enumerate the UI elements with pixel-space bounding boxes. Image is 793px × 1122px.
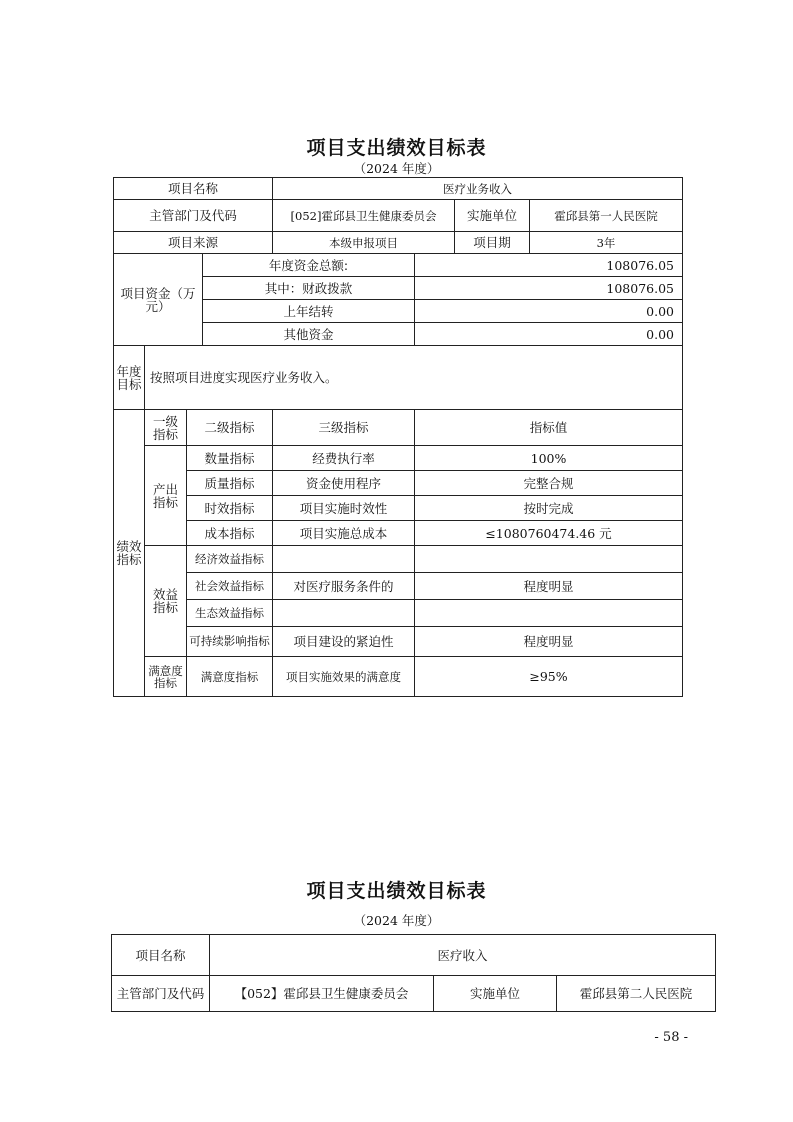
impl-unit-label: 实施单位	[434, 976, 557, 1012]
indicator-row	[114, 573, 683, 600]
dept-label: 主管部门及代码	[112, 976, 210, 1012]
indicator-level2: 社会效益指标	[187, 573, 273, 600]
indicator-row	[114, 627, 683, 657]
indicator-value: ≤1080760474.46 元	[415, 521, 683, 546]
row-department	[112, 976, 716, 1012]
indicator-level2: 生态效益指标	[187, 600, 273, 627]
indicator-value: 按时完成	[415, 496, 683, 521]
funds-row-value: 108076.05	[415, 254, 683, 277]
source-value: 本级申报项目	[273, 232, 455, 254]
header-level3: 三级指标	[273, 410, 415, 446]
source-label: 项目来源	[114, 232, 273, 254]
impl-unit-value: 霍邱县第一人民医院	[530, 200, 683, 232]
indicator-value: 100%	[415, 446, 683, 471]
funds-label: 项目资金（万元）	[114, 254, 203, 346]
satisfaction-label: 满意度指标	[145, 657, 187, 697]
indicator-row	[114, 546, 683, 573]
indicator-row	[114, 657, 683, 697]
impl-unit-label: 实施单位	[455, 200, 530, 232]
table2-title: 项目支出绩效目标表	[306, 880, 487, 902]
annual-goal-value: 按照项目进度实现医疗业务收入。	[145, 346, 683, 410]
header-level1: 一级指标	[145, 410, 187, 446]
page-number: - 58 -	[654, 1030, 688, 1045]
perf-header-row	[114, 410, 683, 446]
indicator-level3: 项目实施时效性	[273, 496, 415, 521]
funds-row-value: 0.00	[415, 323, 683, 346]
indicator-level3: 项目建设的紧迫性	[273, 627, 415, 657]
output-label: 产出指标	[145, 446, 187, 546]
row-project-name	[112, 935, 716, 976]
funds-row-label: 上年结转	[203, 300, 415, 323]
header-level2: 二级指标	[187, 410, 273, 446]
indicator-row	[114, 521, 683, 546]
indicator-value: 程度明显	[415, 573, 683, 600]
indicator-level2: 时效指标	[187, 496, 273, 521]
indicator-level2: 数量指标	[187, 446, 273, 471]
period-label: 项目期	[455, 232, 530, 254]
annual-goal-label: 年度目标	[114, 346, 145, 410]
table1-year: （2024 年度）	[353, 161, 440, 176]
indicator-value: 完整合规	[415, 471, 683, 496]
indicator-level3: 对医疗服务条件的	[273, 573, 415, 600]
funds-row-label: 其他资金	[203, 323, 415, 346]
table2-year: （2024 年度）	[353, 913, 440, 928]
funds-row-label: 其中：财政拨款	[203, 277, 415, 300]
indicator-level2: 成本指标	[187, 521, 273, 546]
funds-row-value: 0.00	[415, 300, 683, 323]
row-source	[114, 232, 683, 254]
impl-unit-value: 霍邱县第二人民医院	[557, 976, 716, 1012]
indicator-row	[114, 446, 683, 471]
project-name-label: 项目名称	[112, 935, 210, 976]
perf-label: 绩效指标	[114, 410, 145, 697]
table1-title: 项目支出绩效目标表	[306, 137, 487, 159]
project-name-value: 医疗收入	[210, 935, 716, 976]
indicator-row	[114, 600, 683, 627]
indicator-level3	[273, 600, 415, 627]
indicator-level3	[273, 546, 415, 573]
dept-value: [052]霍邱县卫生健康委员会	[273, 200, 455, 232]
period-value: 3年	[530, 232, 683, 254]
funds-row-value: 108076.05	[415, 277, 683, 300]
performance-table-1	[113, 177, 683, 697]
indicator-level3: 项目实施总成本	[273, 521, 415, 546]
funds-row	[114, 254, 683, 277]
indicator-level3: 经费执行率	[273, 446, 415, 471]
benefit-label: 效益指标	[145, 546, 187, 657]
project-name-label: 项目名称	[114, 178, 273, 200]
dept-value: 【052】霍邱县卫生健康委员会	[210, 976, 434, 1012]
funds-row-label: 年度资金总额:	[203, 254, 415, 277]
indicator-level2: 质量指标	[187, 471, 273, 496]
indicator-level2: 可持续影响指标	[187, 627, 273, 657]
indicator-level3: 项目实施效果的满意度	[273, 657, 415, 697]
dept-label: 主管部门及代码	[114, 200, 273, 232]
row-department	[114, 200, 683, 232]
indicator-value: ≥95%	[415, 657, 683, 697]
project-name-value: 医疗业务收入	[273, 178, 683, 200]
row-project-name	[114, 178, 683, 200]
row-annual-goal	[114, 346, 683, 410]
indicator-value	[415, 600, 683, 627]
header-value: 指标值	[415, 410, 683, 446]
indicator-row	[114, 496, 683, 521]
performance-table-2	[111, 934, 716, 1012]
indicator-level2: 满意度指标	[187, 657, 273, 697]
indicator-value	[415, 546, 683, 573]
indicator-level2: 经济效益指标	[187, 546, 273, 573]
indicator-row	[114, 471, 683, 496]
indicator-value: 程度明显	[415, 627, 683, 657]
indicator-level3: 资金使用程序	[273, 471, 415, 496]
